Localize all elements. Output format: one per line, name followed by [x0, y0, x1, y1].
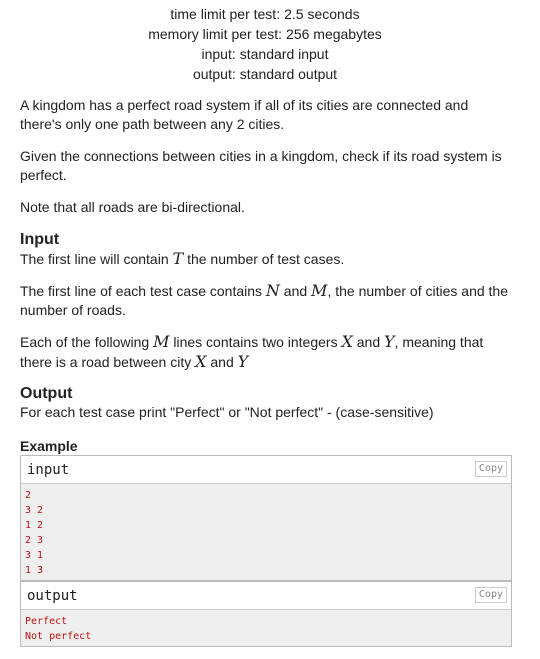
- sample-input-line: 2: [25, 490, 32, 501]
- sample-output-box: [20, 581, 512, 647]
- sample-input-line: 2 3: [25, 535, 44, 546]
- example-title: Example: [20, 438, 78, 454]
- time-limit: time limit per test: 2.5 seconds: [170, 6, 360, 22]
- sample-output-header: [21, 582, 511, 610]
- output-line: For each test case print "Perfect" or "Not perfect" - (case-sensitive): [20, 404, 434, 420]
- sample-input-line: 3 2: [25, 505, 44, 516]
- sample-input-line: 1 3: [25, 565, 44, 576]
- sample-input-box: [20, 455, 512, 581]
- sample-input-header: [21, 456, 511, 484]
- output-file: output: standard output: [192, 66, 338, 82]
- input-section-title: Input: [20, 231, 60, 248]
- input-line-2: The first line of each test case contains N and M, the number of cities and the number of roads.: [20, 281, 508, 318]
- sample-output-line: Not perfect: [25, 631, 92, 642]
- input-line-3: Each of the following M lines contains two integers X and Y, meaning that there is a road between city X and Y: [20, 332, 484, 371]
- legend-paragraph-2: Given the connections between cities in a kingdom, check if its road system is perfect.: [20, 148, 502, 183]
- sample-input-content: [21, 484, 511, 580]
- sample-input-line: 1 2: [25, 520, 44, 531]
- sample-output-content: [21, 610, 511, 646]
- problem-header: [0, 4, 530, 84]
- memory-limit: memory limit per test: 256 megabytes: [148, 26, 382, 42]
- input-line-1: The first line will contain T the number of test cases.: [20, 249, 345, 268]
- legend-paragraph-1: A kingdom has a perfect road system if all of its cities are connected and there's only one path between any 2 cities.: [20, 97, 469, 132]
- input-file: input: standard input: [201, 46, 329, 62]
- copy-input-button[interactable]: Copy: [475, 461, 507, 477]
- sample-input-label: input: [27, 462, 70, 478]
- copy-output-button[interactable]: Copy: [475, 587, 507, 603]
- legend-paragraph-3: Note that all roads are bi-directional.: [20, 199, 245, 215]
- sample-input-line: 3 1: [25, 550, 44, 561]
- sample-output-label: output: [27, 588, 78, 604]
- output-section-title: Output: [20, 385, 73, 402]
- sample-output-line: Perfect: [25, 616, 68, 627]
